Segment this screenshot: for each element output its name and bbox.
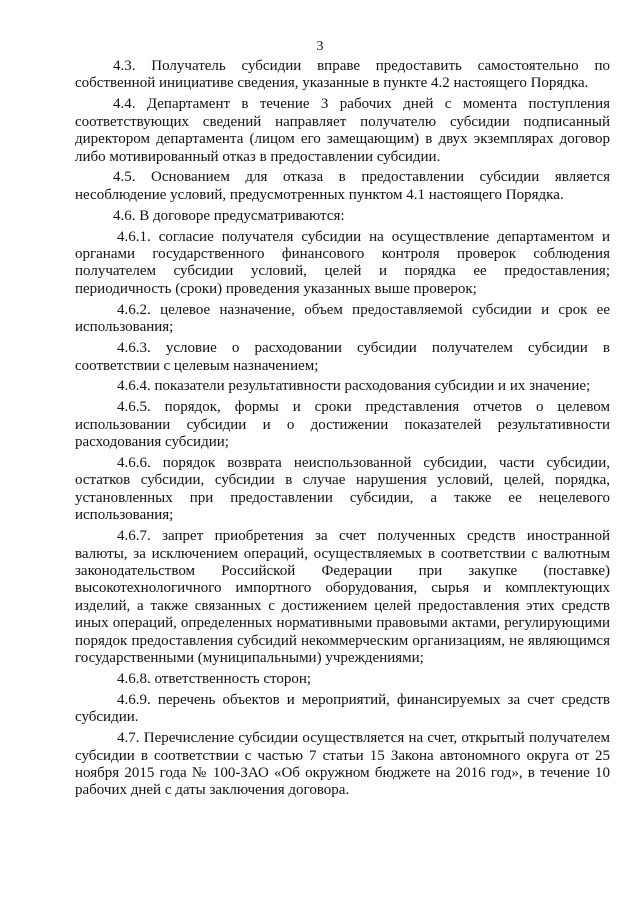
- paragraph-4-6-5: 4.6.5. порядок, формы и сроки представления отчетов о целевом использовании субсидии и о достижении показателей результативности расходования субсидии;: [75, 399, 610, 451]
- paragraph-4-6-9: 4.6.9. перечень объектов и мероприятий, финансируемых за счет средств субсидии.: [75, 691, 610, 726]
- document-body: [75, 58, 610, 803]
- page-number: 3: [316, 39, 324, 54]
- paragraph-4-7: 4.7. Перечисление субсидии осуществляется на счет, открытый получателем субсидии в соответствии с частью 7 статьи 15 Закона автономного округа от 25 ноября 2015 года № 100-ЗАО «Об окружном бюджете на 2016 год», в течение 10 рабочих дней с даты заключения договора.: [75, 730, 610, 799]
- paragraph-4-6: 4.6. В договоре предусматриваются:: [113, 207, 345, 224]
- paragraph-4-4: 4.4. Департамент в течение 3 рабочих дней с момента поступления соответствующих сведений направляет получателю субсидии подписанный директором департамента (лицом его замещающим) в двух экземплярах договор либо мотивированный отказ в предоставлении субсидии.: [75, 96, 610, 165]
- paragraph-4-5: 4.5. Основанием для отказа в предоставлении субсидии является несоблюдение условий, предусмотренных пунктом 4.1 настоящего Порядка.: [75, 169, 610, 203]
- paragraph-4-6-2: 4.6.2. целевое назначение, объем предоставляемой субсидии и срок ее использования;: [75, 301, 610, 336]
- paragraph-4-6-8: 4.6.8. ответственность сторон;: [117, 670, 312, 687]
- paragraph-4-6-4: 4.6.4. показатели результативности расходования субсидии и их значение;: [117, 378, 591, 395]
- paragraph-4-6-3: 4.6.3. условие о расходовании субсидии получателем субсидии в соответствии с целевым назначением;: [75, 340, 610, 374]
- paragraph-4-6-1: 4.6.1. согласие получателя субсидии на осуществление департаментом и органами государственного финансового контроля проверок соблюдения получателем субсидии условий, целей и порядка ее предоставления; периодичность (сроки) проведения указанных выше проверок;: [75, 228, 610, 297]
- paragraph-4-3: 4.3. Получатель субсидии вправе предоставить самостоятельно по собственной инициативе сведения, указанные в пункте 4.2 настоящего Порядка.: [75, 58, 610, 92]
- paragraph-4-6-7: 4.6.7. запрет приобретения за счет полученных средств иностранной валюты, за исключением операций, осуществляемых в соответствии с валютным законодательством Российской Федерации при закупке (поставке) высокотехнологичного импортного оборудования, сырья и комплектующих изделий, а также связанных с достижением целей предоставления этих средств иных операций, определенных нормативными правовыми актами, регулирующими порядок предоставления субсидий некоммерческим организациям, не являющимся государственными (муниципальными) учреждениями;: [75, 528, 610, 666]
- paragraph-4-6-6: 4.6.6. порядок возврата неиспользованной субсидии, части субсидии, остатков субсидии, субсидии в случае нарушения условий, целей, порядка, установленных при предоставлении субсидии, а также ее нецелевого использования;: [75, 455, 610, 524]
